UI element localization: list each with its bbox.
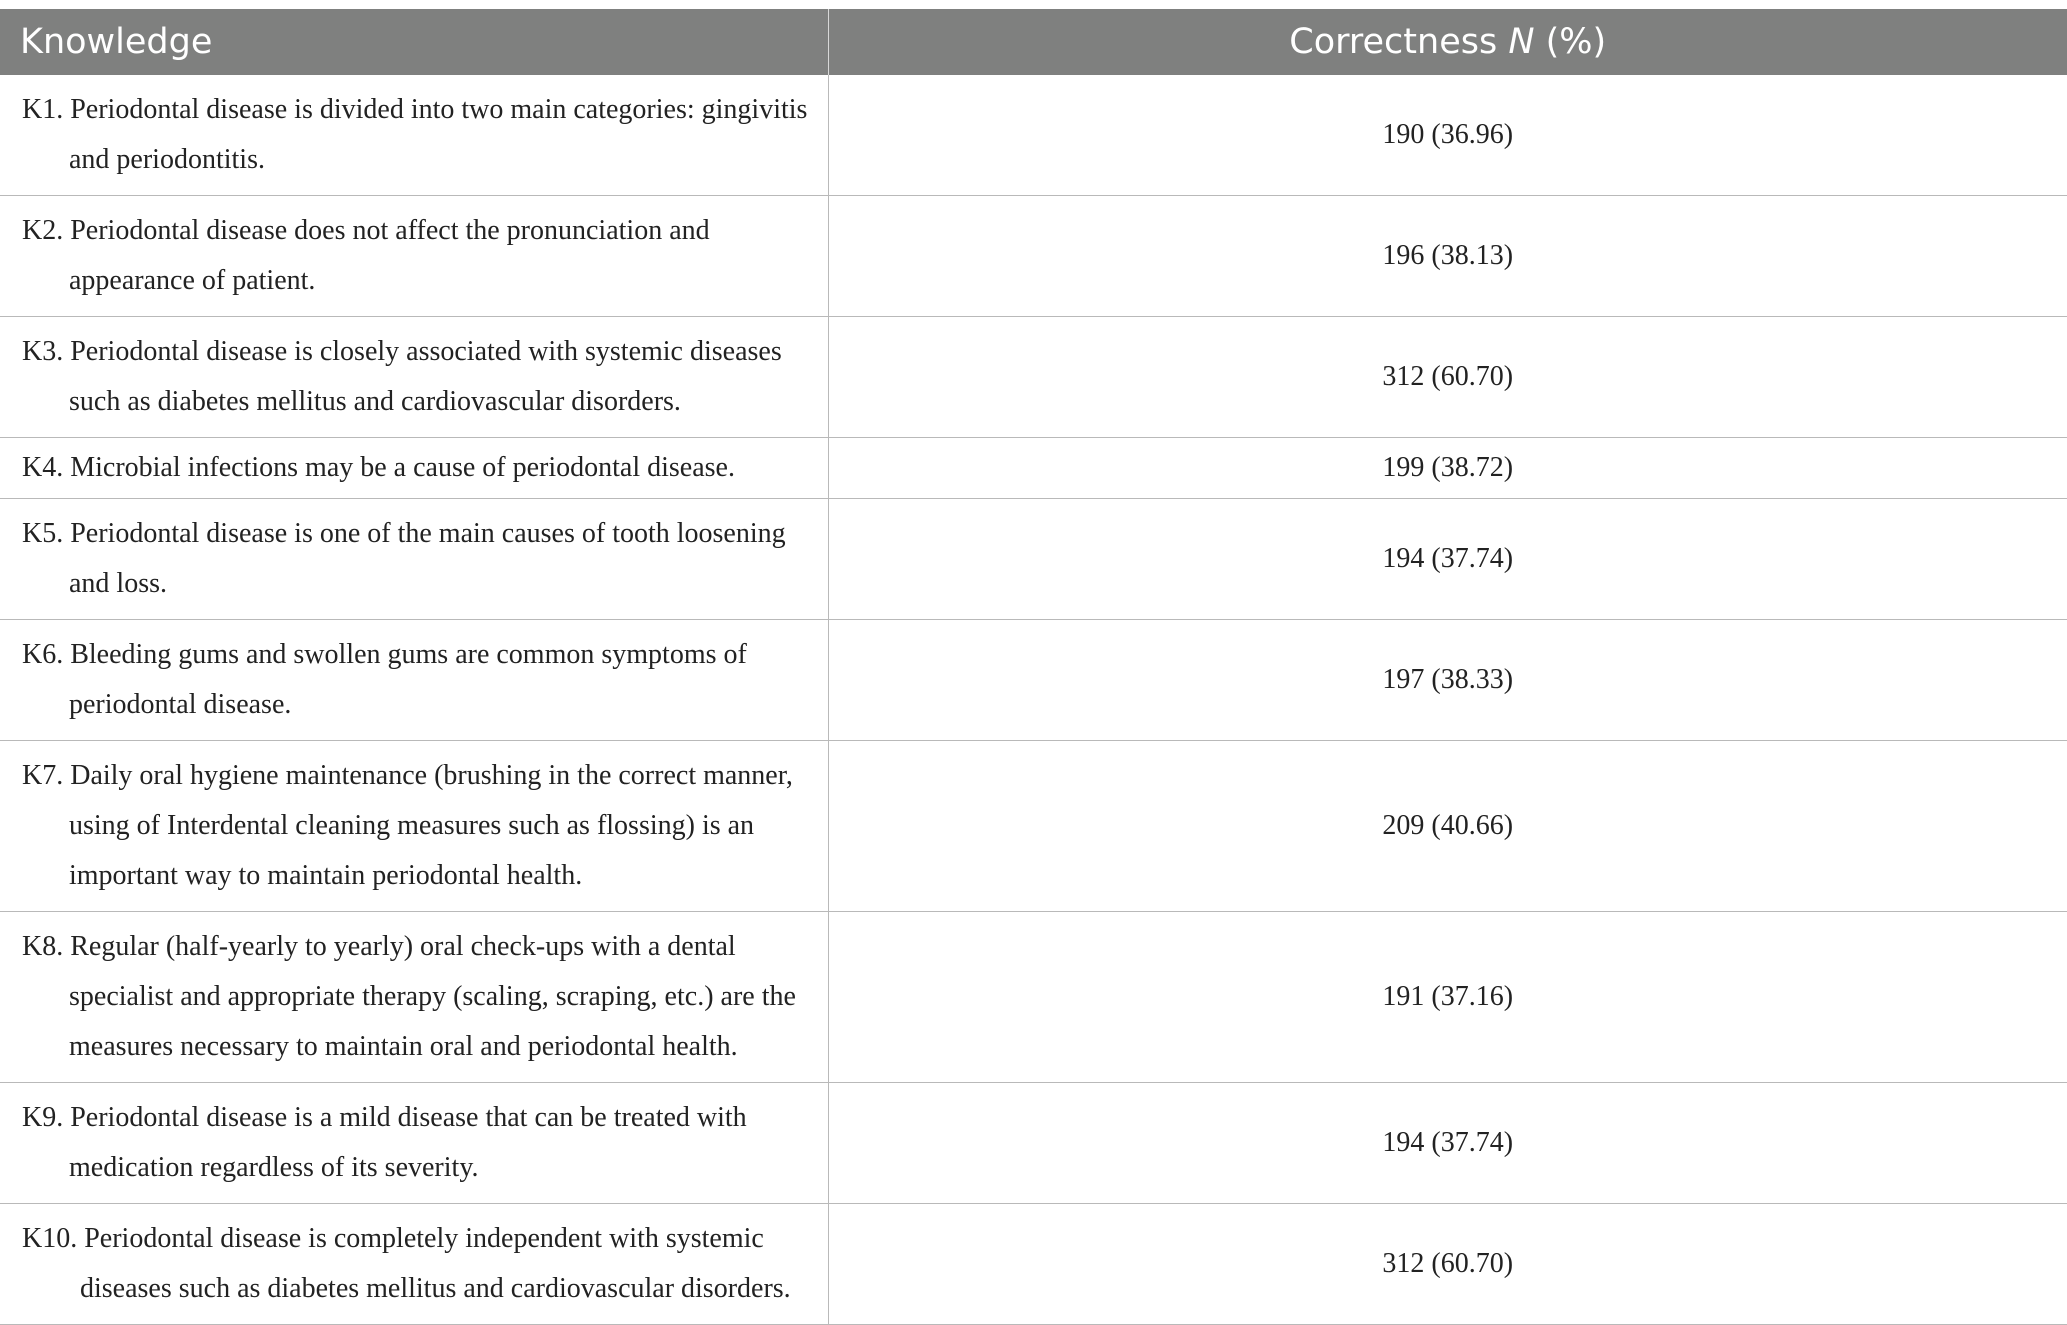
correctness-cell: 312 (60.70) [828,317,2067,438]
knowledge-cell [0,1083,828,1204]
header-correctness-n: N [1508,22,1535,62]
knowledge-cell [0,438,828,499]
table-row [0,75,2067,196]
header-correctness [828,9,2067,75]
header-correctness-prefix: Correctness [1289,22,1509,62]
table-row [0,741,2067,912]
header-row [0,9,2067,75]
correctness-cell: 191 (37.16) [828,912,2067,1083]
correctness-cell: 197 (38.33) [828,620,2067,741]
table-row [0,317,2067,438]
table-row [0,620,2067,741]
header-knowledge: Knowledge [0,9,828,75]
knowledge-statement: K3. Periodontal disease is closely associated with systemic diseases such as diabetes mellitus and cardiovascular disorders. [22,336,782,417]
knowledge-statement: K1. Periodontal disease is divided into two main categories: gingivitis and periodontitis. [22,94,808,175]
knowledge-statement: K4. Microbial infections may be a cause of periodontal disease. [22,452,735,483]
table-row [0,438,2067,499]
table-header [0,9,2067,75]
knowledge-statement: K9. Periodontal disease is a mild disease that can be treated with medication regardless of its severity. [22,1102,747,1183]
correctness-cell: 194 (37.74) [828,1083,2067,1204]
correctness-cell: 194 (37.74) [828,499,2067,620]
header-correctness-suffix: (%) [1534,22,1607,62]
knowledge-cell [0,499,828,620]
knowledge-cell [0,1204,828,1325]
table-row [0,499,2067,620]
correctness-cell: 312 (60.70) [828,1204,2067,1325]
knowledge-table [0,9,2067,1325]
correctness-cell: 209 (40.66) [828,741,2067,912]
knowledge-cell [0,741,828,912]
knowledge-cell [0,75,828,196]
table-body [0,75,2067,1325]
knowledge-cell [0,912,828,1083]
correctness-cell: 196 (38.13) [828,196,2067,317]
table-row [0,912,2067,1083]
knowledge-statement: K7. Daily oral hygiene maintenance (brushing in the correct manner, using of Interdental cleaning measures such as flossing) is an important way to maintain periodontal health. [22,760,793,891]
knowledge-cell [0,196,828,317]
knowledge-cell [0,317,828,438]
table-row [0,1204,2067,1325]
knowledge-statement: K5. Periodontal disease is one of the main causes of tooth loosening and loss. [22,518,786,599]
knowledge-statement: K6. Bleeding gums and swollen gums are common symptoms of periodontal disease. [22,639,747,720]
table-row [0,1083,2067,1204]
correctness-cell: 190 (36.96) [828,75,2067,196]
knowledge-statement: K8. Regular (half-yearly to yearly) oral check-ups with a dental specialist and appropriate therapy (scaling, scraping, etc.) are the measures necessary to maintain oral and periodontal health. [22,931,796,1062]
knowledge-statement: K2. Periodontal disease does not affect the pronunciation and appearance of patient. [22,215,710,296]
table-row [0,196,2067,317]
knowledge-cell [0,620,828,741]
knowledge-statement: K10. Periodontal disease is completely independent with systemic diseases such as diabetes mellitus and cardiovascular disorders. [22,1223,791,1304]
correctness-cell: 199 (38.72) [828,438,2067,499]
